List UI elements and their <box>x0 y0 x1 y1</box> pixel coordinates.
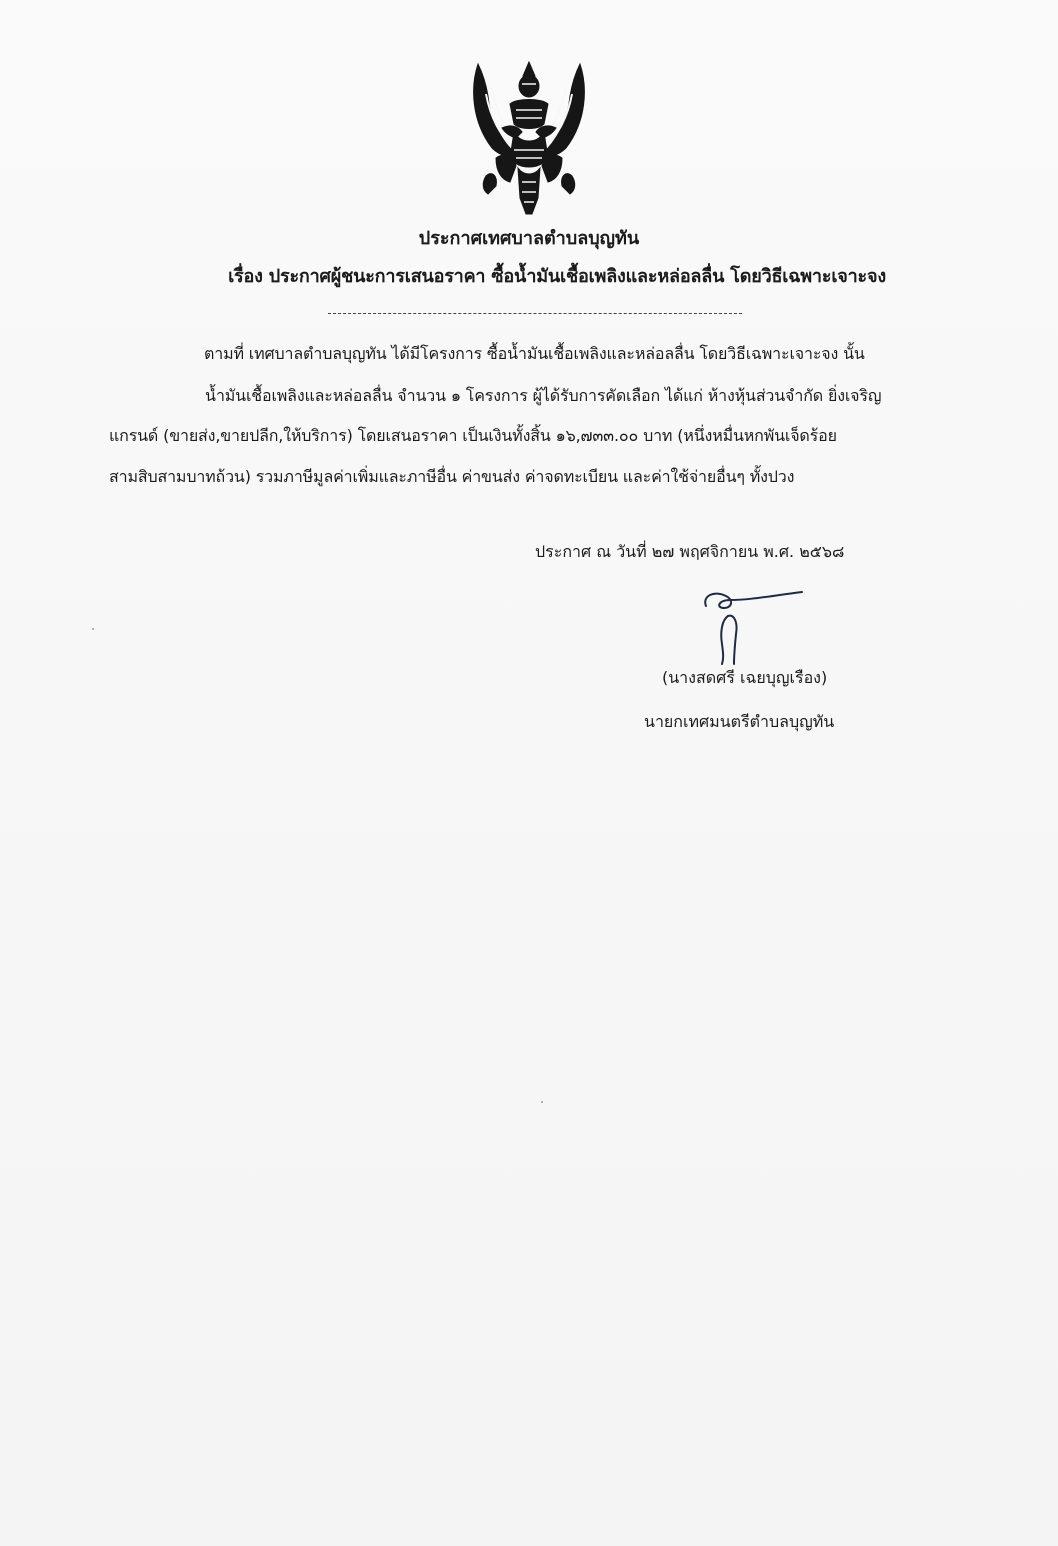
signatory-name: (นางสดศรี เฉยบุญเรือง) <box>662 668 828 687</box>
body-paragraph-line: ตามที่ เทศบาลตำบลบุญทัน ได้มีโครงการ ซื้อน้ำมันเชื้อเพลิงและหล่อลลื่น โดยวิธีเฉพาะเจาะจง นั้น <box>204 344 865 363</box>
paper-speck <box>92 628 94 630</box>
header-divider <box>328 313 742 314</box>
announcement-date: ประกาศ ณ วันที่ ๒๗ พฤศจิกายน พ.ศ. ๒๕๖๘ <box>535 542 845 561</box>
garuda-emblem-icon <box>466 58 592 218</box>
body-paragraph-line: แกรนด์ (ขายส่ง,ขายปลีก,ให้บริการ) โดยเสนอราคา เป็นเงินทั้งสิ้น ๑๖,๗๓๓.๐๐ บาท (หนึ่งหมื่นหกพันเจ็ดร้อย <box>109 426 837 445</box>
handwritten-signature-icon <box>700 586 810 666</box>
document-subject: เรื่อง ประกาศผู้ชนะการเสนอราคา ซื้อน้ำมันเชื้อเพลิงและหล่อลลื่น โดยวิธีเฉพาะเจาะจง <box>228 266 886 287</box>
body-paragraph-line: น้ำมันเชื้อเพลิงและหล่อลลื่น จำนวน ๑ โครงการ ผู้ได้รับการคัดเลือก ได้แก่ ห้างหุ้นส่วนจำกัด ยิ่งเจริญ <box>205 386 882 405</box>
signatory-position: นายกเทศมนตรีตำบลบุญทัน <box>644 712 835 731</box>
document-title: ประกาศเทศบาลตำบลบุญทัน <box>418 228 640 249</box>
paper-speck <box>541 1101 543 1103</box>
body-paragraph-line: สามสิบสามบาทถ้วน) รวมภาษีมูลค่าเพิ่มและภาษีอื่น ค่าขนส่ง ค่าจดทะเบียน และค่าใช้จ่ายอื่นๆ ทั้งปวง <box>109 467 795 486</box>
